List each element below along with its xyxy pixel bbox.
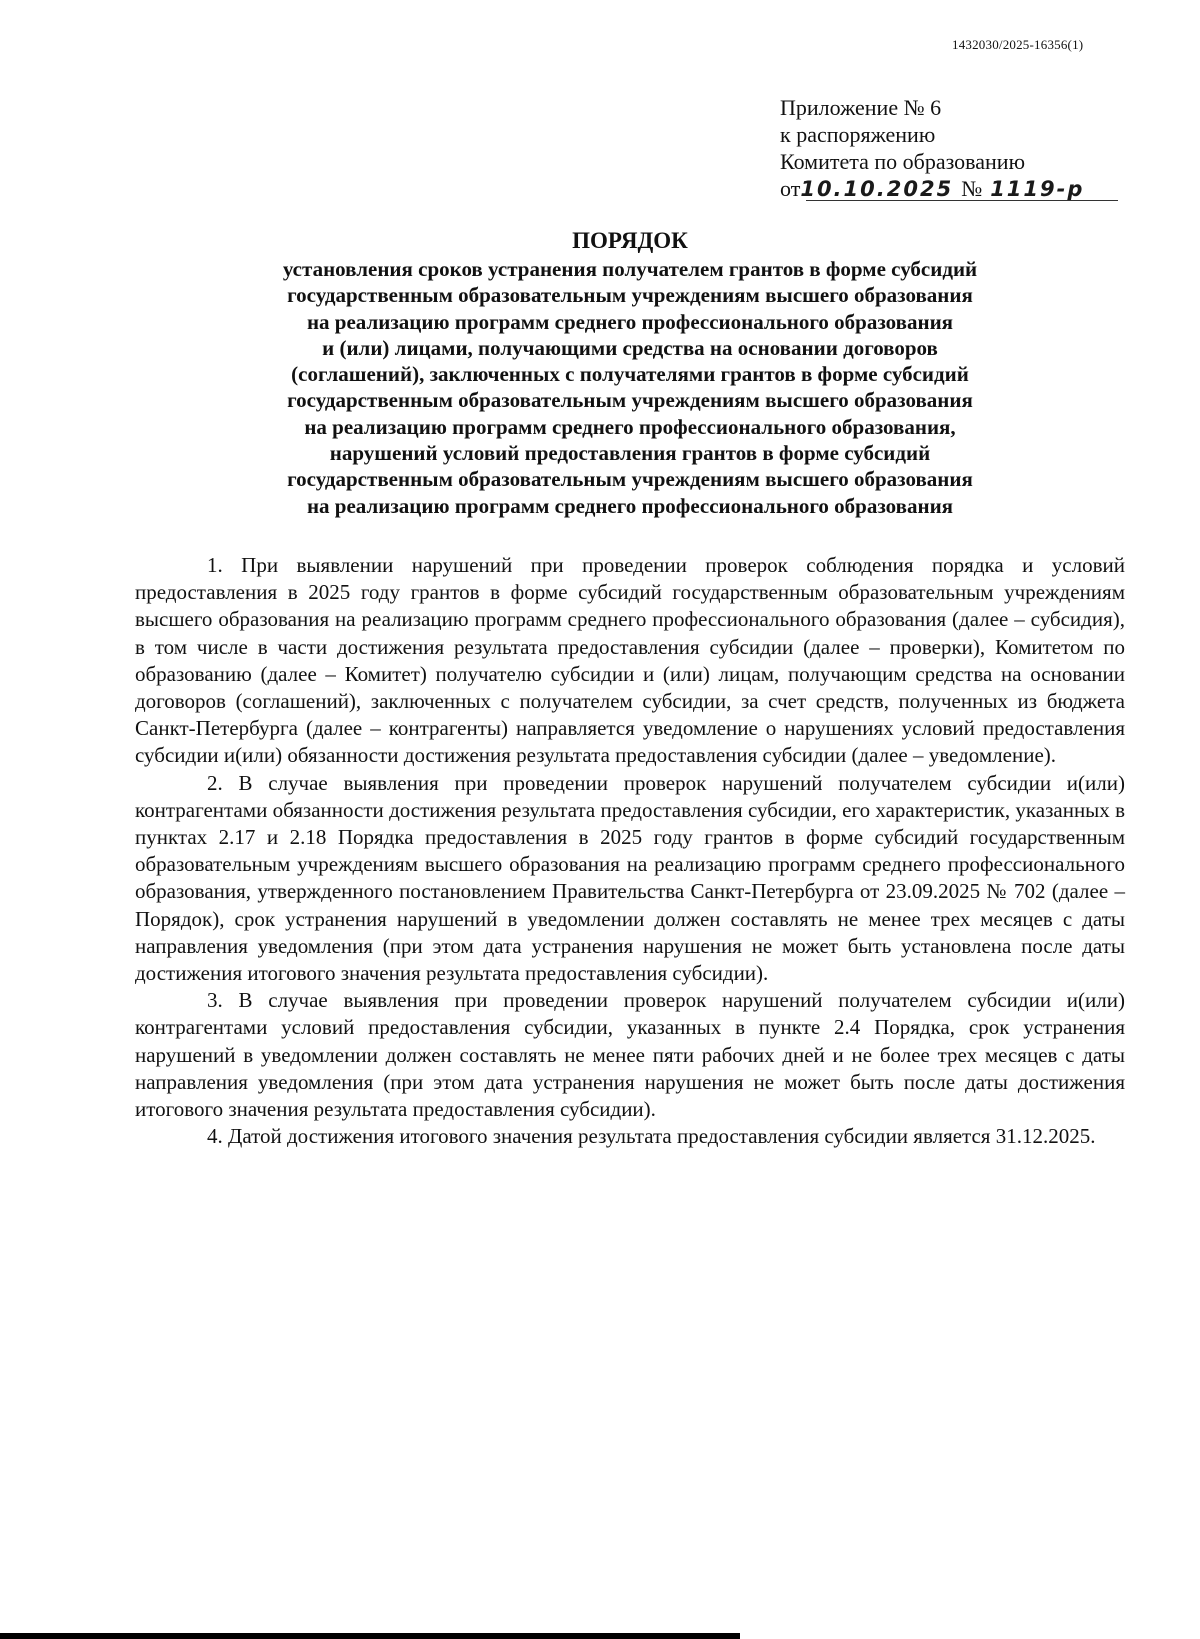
scan-edge-line [0,1633,740,1639]
date-prefix: от [780,176,801,201]
title-line: нарушений условий предоставления грантов в форме субсидий [329,441,931,466]
number-sign: № [961,176,983,201]
title-line: и (или) лицами, получающими средства на основании договоров [322,335,938,360]
title-line: (соглашений), заключенных с получателями грантов в форме субсидий [291,362,969,387]
title-line: на реализацию программ среднего профессионального образования [306,309,954,334]
appendix-block [780,94,1084,203]
document-title [0,256,1200,519]
title-line: государственным образовательным учреждениям высшего образования [287,283,973,308]
handwritten-date: 10.10.2025 [800,177,954,201]
title-line: на реализацию программ среднего профессионального образования [306,493,954,518]
paragraph-2: 2. В случае выявления при проведении проверок нарушений получателем субсидии и(или) контрагентами обязанности достижения результата предоставления субсидии, его характеристик, указанных в пунктах 2.17 и 2.18 Порядка предоставления в 2025 году грантов в форме субсидий государственным образовательным учреждениям высшего образования на реализацию программ среднего профессионального образования, утвержденного постановлением Правительства Санкт-Петербурга от 23.09.2025 № 702 (далее – Порядок), срок устранения нарушений в уведомлении должен составлять не менее трех месяцев с даты направления уведомления (при этом дата устранения нарушения не может быть установлена после даты достижения итогового значения результата предоставления субсидии). [135,770,1125,986]
document-body [135,552,1125,1150]
title-line: государственным образовательным учреждениям высшего образования [287,467,973,492]
handwritten-number: 1119-р [990,177,1085,201]
paragraph-3: 3. В случае выявления при проведении проверок нарушений получателем субсидии и(или) контрагентами условий предоставления субсидии, указанных в пункте 2.4 Порядка, срок устранения нарушений в уведомлении должен составлять не менее пяти рабочих дней и не более трех месяцев с даты направления уведомления (при этом дата устранения нарушения не может быть после даты достижения итогового значения результата предоставления субсидии). [135,988,1125,1122]
document-heading: ПОРЯДОК [572,228,688,253]
document-registration-code: 1432030/2025-16356(1) [952,37,1084,52]
date-underline [806,200,1118,201]
appendix-date-line [780,175,1084,203]
appendix-line-2: к распоряжению [780,122,936,147]
appendix-line-3: Комитета по образованию [780,149,1026,174]
title-line: государственным образовательным учреждениям высшего образования [287,388,973,413]
appendix-line-1: Приложение № 6 [780,95,942,120]
paragraph-4: 4. Датой достижения итогового значения результата предоставления субсидии является 31.12.2025. [207,1124,1096,1149]
title-line: установления сроков устранения получателем грантов в форме субсидий [282,257,978,281]
title-line: на реализацию программ среднего профессионального образования, [304,414,956,439]
paragraph-1: 1. При выявлении нарушений при проведении проверок соблюдения порядка и условий предоставления в 2025 году грантов в форме субсидий государственным образовательным учреждениям высшего образования на реализацию программ среднего профессионального образования (далее – субсидия), в том числе в части достижения результата предоставления субсидии (далее – проверки), Комитетом по образованию (далее – Комитет) получателю субсидии и (или) лицам, получающим средства на основании договоров (соглашений), заключенных с получателем субсидии, за счет средств, полученных из бюджета Санкт-Петербурга (далее – контрагенты) направляется уведомление о нарушениях условий предоставления субсидии и(или) обязанности достижения результата предоставления субсидии (далее – уведомление). [135,553,1125,768]
